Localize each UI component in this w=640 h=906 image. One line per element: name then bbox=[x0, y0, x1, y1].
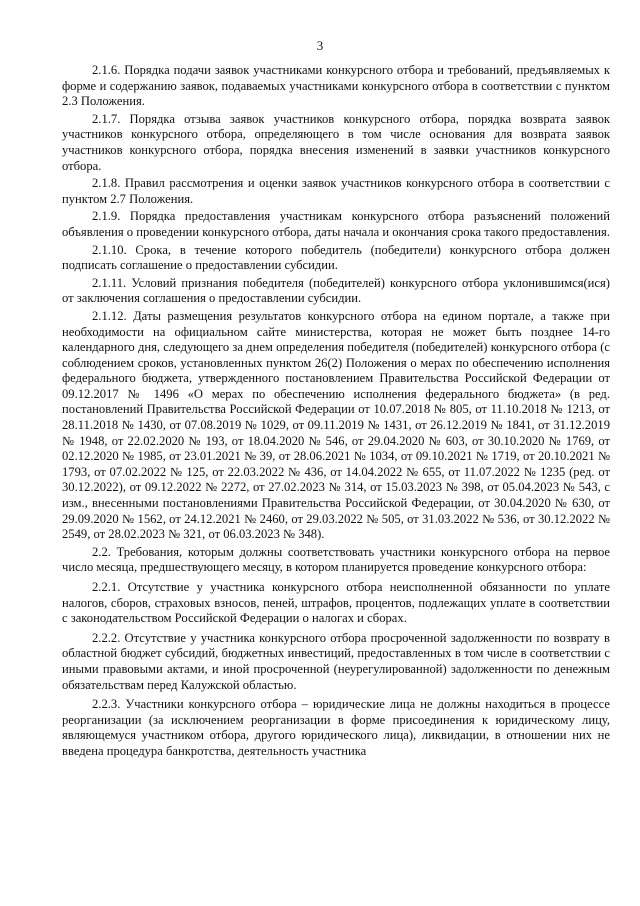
paragraph-2-1-9: 2.1.9. Порядка предоставления участникам конкурсного отбора разъяснений положений объявления о проведении конкурсного отбора, даты начала и окончания срока такого предоставления. bbox=[62, 209, 610, 239]
paragraph-2-2-1: 2.2.1. Отсутствие у участника конкурсного отбора неисполненной обязанности по уплате налогов, сборов, страховых взносов, пеней, штрафов, процентов, подлежащих уплате в соответствии с законодательством Российской Федерации о налогах и сборах. bbox=[62, 580, 610, 626]
paragraph-2-1-10: 2.1.10. Срока, в течение которого победитель (победители) конкурсного отбора должен подписать соглашение о предоставлении субсидии. bbox=[62, 242, 610, 273]
document-body bbox=[62, 63, 610, 762]
paragraph-2-1-12: 2.1.12. Даты размещения результатов конкурсного отбора на едином портале, а также при необходимости на официальном сайте министерства, которая не может быть позднее 14-го календарного дня, следующего за днем определения победителя (победителей) конкурсного отбора (с соблюдением сроков, установленных пунктом 26(2) Положения о мерах по обеспечению исполнения федерального бюджета, утвержденного постановлением Правительства Российской Федерации от 09.12.2017 № 1496 «О мерах по обеспечению исполнения федерального бюджета» (в ред. постановлений Правительства Российской Федерации от 10.07.2018 № 805, от 11.10.2018 № 1213, от 28.11.2018 № 1430, от 07.08.2019 № 1029, от 09.11.2019 № 1431, от 26.12.2019 № 1841, от 31.12.2019 № 1948, от 22.02.2020 № 193, от 18.04.2020 № 546, от 29.04.2020 № 603, от 30.10.2020 № 1769, от 02.12.2020 № 1985, от 23.01.2021 № 39, от 28.06.2021 № 1034, от 09.10.2021 № 1719, от 20.10.2021 № 1793, от 07.02.2022 № 125, от 22.03.2022 № 436, от 14.04.2022 № 655, от 11.07.2022 № 1235 (ред. от 30.12.2022), от 09.12.2022 № 2272, от 27.02.2023 № 314, от 15.03.2023 № 398, от 05.04.2023 № 543, с изм., внесенными постановлениями Правительства Российской Федерации, от 30.04.2020 № 630, от 29.09.2020 № 1562, от 24.12.2021 № 2460, от 29.03.2022 № 505, от 31.03.2022 № 536, от 30.12.2022 № 2549, от 28.02.2023 № 321, от 06.03.2023 № 348). bbox=[62, 308, 610, 542]
paragraph-2-2: 2.2. Требования, которым должны соответствовать участники конкурсного отбора на первое число месяца, предшествующего месяцу, в котором планируется проведение конкурсного отбора: bbox=[62, 544, 610, 575]
paragraph-2-1-6: 2.1.6. Порядка подачи заявок участниками конкурсного отбора и требований, предъявляемых к форме и содержанию заявок, подаваемых участниками конкурсного отбора в соответствии с пунктом 2.3 Положения. bbox=[62, 63, 610, 109]
paragraph-2-2-3: 2.2.3. Участники конкурсного отбора – юридические лица не должны находиться в процессе реорганизации (за исключением реорганизации в форме присоединения к юридическому лицу, являющемуся участником отбора, другого юридического лица), ликвидации, в отношении них не введена процедура банкротства, деятельность участника bbox=[62, 697, 610, 758]
paragraph-2-1-11: 2.1.11. Условий признания победителя (победителей) конкурсного отбора уклонившимся(ися) от заключения соглашения о предоставлении субсидии. bbox=[62, 275, 610, 306]
paragraph-2-2-2: 2.2.2. Отсутствие у участника конкурсного отбора просроченной задолженности по возврату в областной бюджет субсидий, бюджетных инвестиций, предоставленных в том числе в соответствии с иными правовыми актами, и иной просроченной (неурегулированной) задолженности по денежным обязательствам перед Калужской областью. bbox=[62, 630, 610, 692]
page-number: 3 bbox=[316, 38, 324, 53]
paragraph-2-1-7: 2.1.7. Порядка отзыва заявок участников конкурсного отбора, порядка возврата заявок участников конкурсного отбора, определяющего в том числе основания для возврата заявок участников конкурсного отбора, порядка внесения изменений в заявки участников конкурсного отбора. bbox=[62, 111, 610, 173]
paragraph-2-1-8: 2.1.8. Правил рассмотрения и оценки заявок участников конкурсного отбора в соответствии с пунктом 2.7 Положения. bbox=[62, 176, 610, 206]
